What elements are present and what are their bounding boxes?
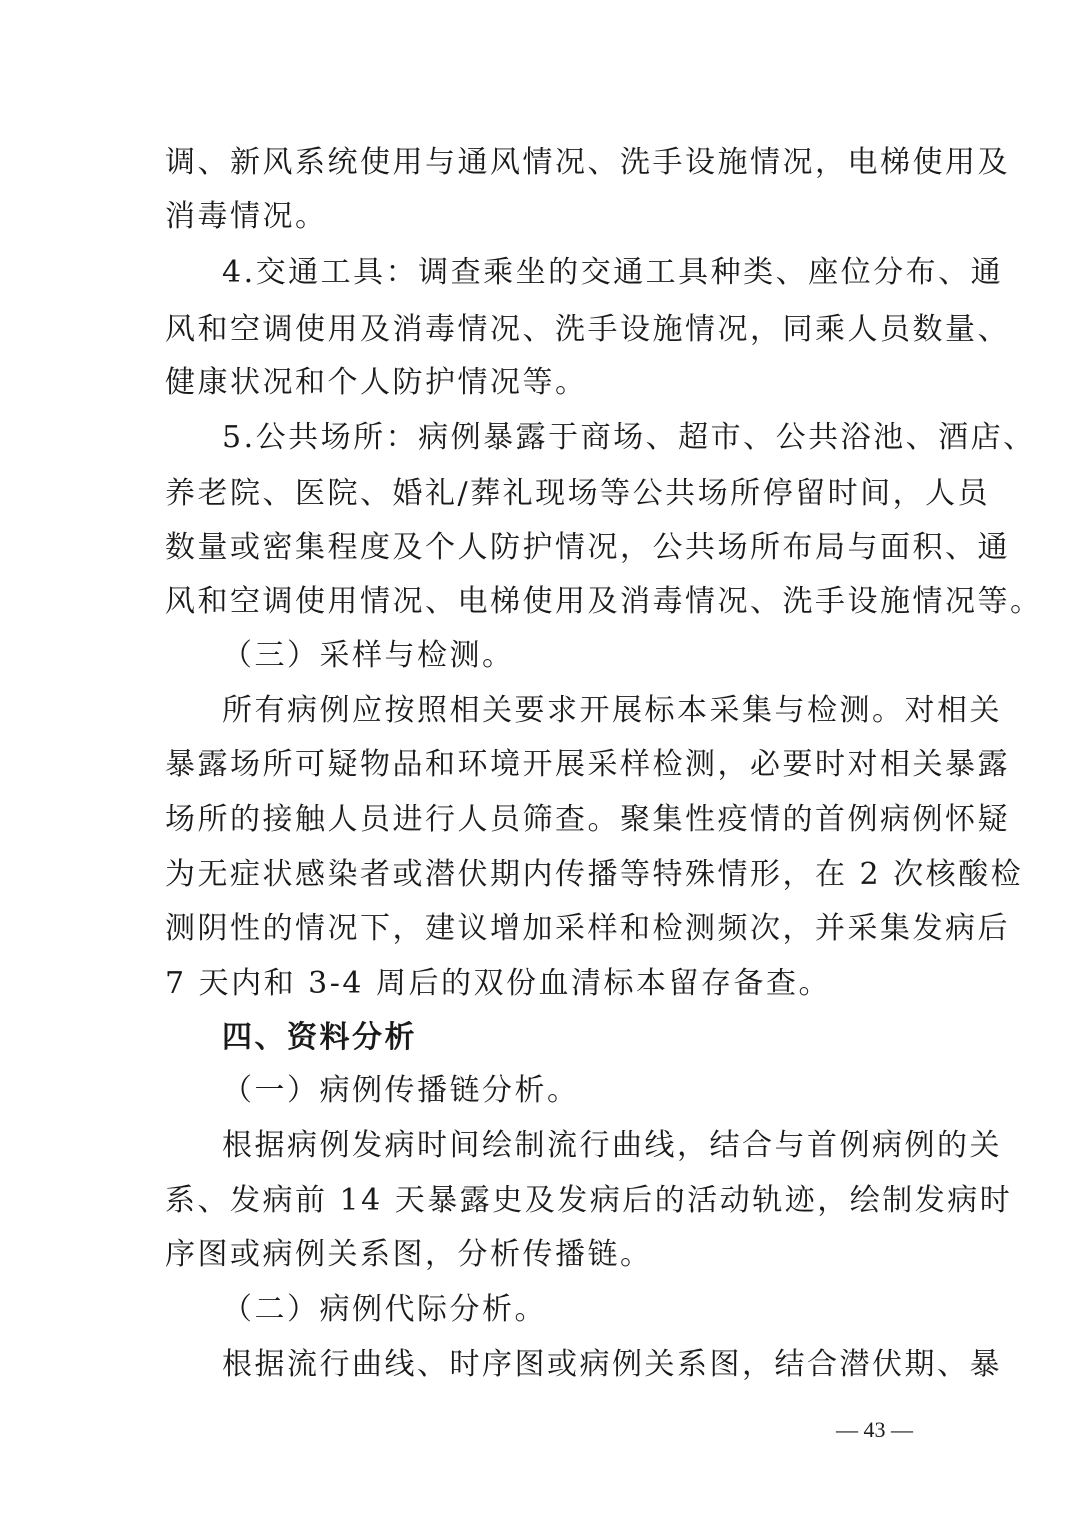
body-text-line: 养老院、医院、婚礼/葬礼现场等公共场所停留时间，人员 [165, 476, 991, 511]
body-text-line: 根据病例发病时间绘制流行曲线，结合与首例病例的关 [222, 1128, 1002, 1163]
body-text-line: 所有病例应按照相关要求开展标本采集与检测。对相关 [222, 693, 1002, 728]
body-text-line: 为无症状感染者或潜伏期内传播等特殊情形，在 2 次核酸检 [165, 857, 1024, 892]
body-text-line: 消毒情况。 [165, 199, 328, 234]
body-text-line: 7 天内和 3-4 周后的双份血清标本留存备查。 [165, 966, 832, 1001]
body-text-line: 场所的接触人员进行人员筛查。聚集性疫情的首例病例怀疑 [165, 802, 1010, 837]
subheading: （一）病例传播链分析。 [222, 1073, 580, 1108]
subheading: （三）采样与检测。 [222, 638, 515, 673]
body-text-line: 4.交通工具：调查乘坐的交通工具种类、座位分布、通 [222, 255, 1004, 290]
page-number: — 43 — [836, 1417, 913, 1442]
body-text-line: 数量或密集程度及个人防护情况，公共场所布局与面积、通 [165, 530, 1010, 565]
body-text-line: 测阴性的情况下，建议增加采样和检测频次，并采集发病后 [165, 911, 1010, 946]
body-text-line: 风和空调使用及消毒情况、洗手设施情况，同乘人员数量、 [165, 312, 1010, 347]
body-text-line: 序图或病例关系图，分析传播链。 [165, 1237, 653, 1272]
body-text-line: 调、新风系统使用与通风情况、洗手设施情况，电梯使用及 [165, 145, 1010, 180]
section-heading: 四、资料分析 [222, 1020, 417, 1055]
subheading: （二）病例代际分析。 [222, 1292, 547, 1327]
body-text-line: 暴露场所可疑物品和环境开展采样检测，必要时对相关暴露 [165, 747, 1010, 782]
body-text-line: 风和空调使用情况、电梯使用及消毒情况、洗手设施情况等。 [165, 584, 1043, 619]
body-text-line: 健康状况和个人防护情况等。 [165, 365, 588, 400]
body-text-line: 系、发病前 14 天暴露史及发病后的活动轨迹，绘制发病时 [165, 1183, 1013, 1218]
body-text-line: 5.公共场所：病例暴露于商场、超市、公共浴池、酒店、 [222, 420, 1036, 455]
body-text-line: 根据流行曲线、时序图或病例关系图，结合潜伏期、暴 [222, 1347, 1002, 1382]
